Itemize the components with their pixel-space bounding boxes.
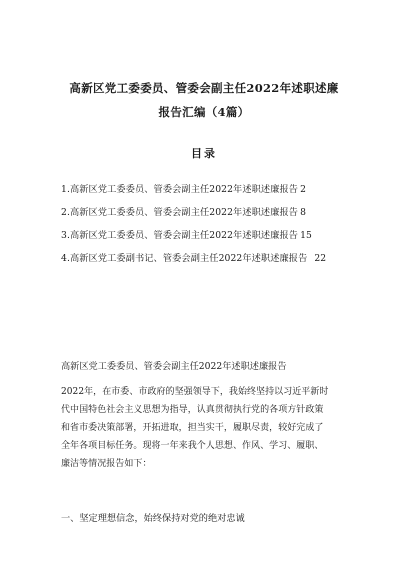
toc-heading: 目录 [191,147,217,160]
toc-entry-label: 3.高新区党工委委员、管委会副主任2022年述职述廉报告 [61,230,299,241]
body-line: 廉洁等情况报告如下： [61,459,152,469]
toc-entry-page: 8 [300,207,307,218]
toc-entry-label: 4.高新区党工委副书记、管委会副主任2022年述职述廉报告 [61,253,308,264]
toc-entry-label: 1.高新区党工委委员、管委会副主任2022年述职述廉报告 [61,184,299,195]
body-line: 和省市委决策部署，开拓进取，担当实干，履职尽责，较好完成了 [61,423,324,433]
toc-entry-label: 2.高新区党工委委员、管委会副主任2022年述职述廉报告 [61,207,299,218]
body-line: 代中国特色社会主义思想为指导，认真贯彻执行党的各项方针政策 [61,405,324,415]
sub-heading: 一、坚定理想信念，始终保持对党的绝对忠诚 [61,513,245,524]
document-title-line-2: 报告汇编（4篇） [158,105,250,119]
document-title-line-1: 高新区党工委委员、管委会副主任2022年述职述廉 [69,81,339,95]
body-paragraph [61,383,351,473]
toc-entry[interactable] [61,207,326,230]
toc-entry[interactable] [61,230,326,253]
toc-entry-page: 2 [300,184,307,195]
body-line: 全年各项目标任务。现将一年来我个人思想、作风、学习、履职、 [61,441,324,451]
toc-entry[interactable] [61,184,326,207]
toc-entry-page: 22 [314,253,327,264]
table-of-contents [61,184,326,276]
section-heading: 高新区党工委委员、管委会副主任2022年述职述廉报告 [61,361,287,372]
toc-entry-page: 15 [300,230,312,241]
body-line: 2022年，在市委、市政府的坚强领导下，我始终坚持以习近平新时 [61,387,329,397]
toc-entry[interactable] [61,253,326,276]
